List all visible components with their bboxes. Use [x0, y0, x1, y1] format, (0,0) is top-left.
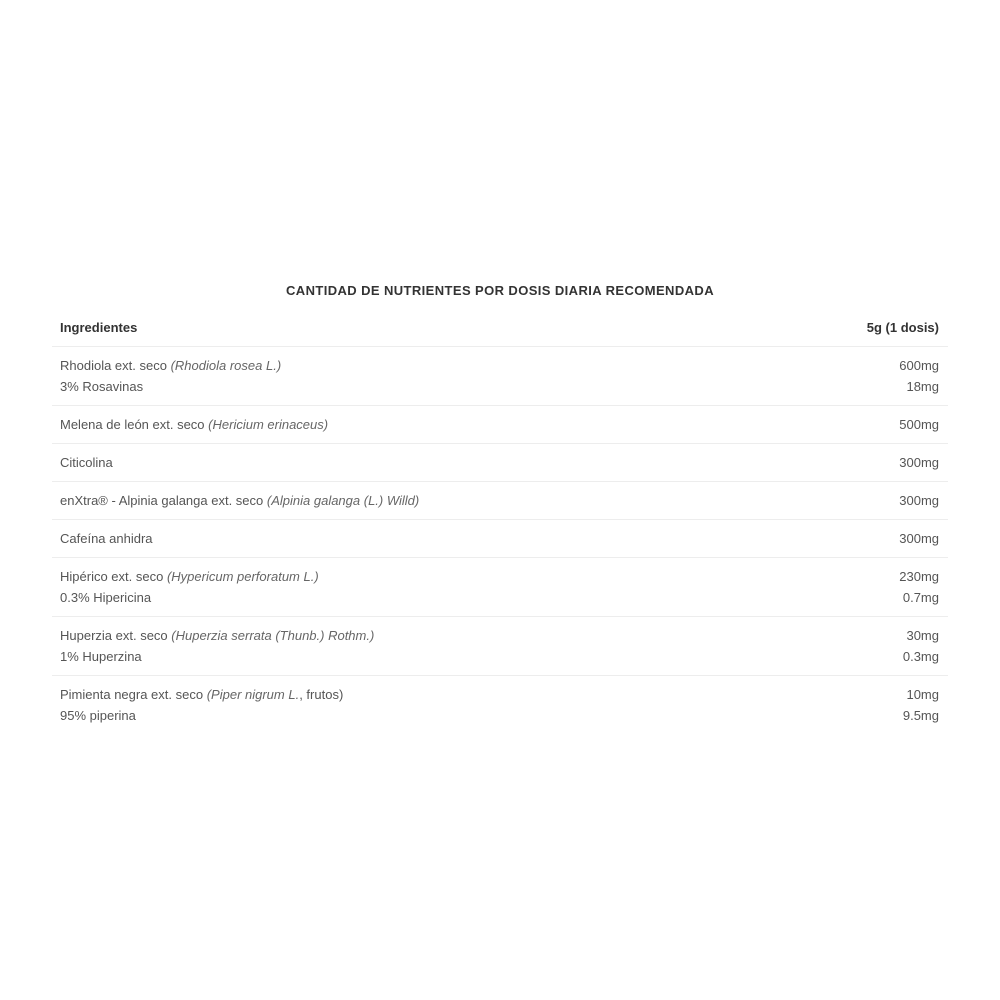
botanical-name-text: Huperzia serrata (Thunb.) Rothm. — [175, 628, 370, 643]
ingredient-name: Pimienta negra ext. seco — [60, 687, 207, 702]
table-row — [52, 520, 948, 558]
botanical-name: (Huperzia serrata (Thunb.) Rothm.) — [171, 628, 375, 643]
amount-value: 300mg — [899, 493, 939, 508]
table-row — [52, 444, 948, 482]
ingredient-cell — [60, 414, 328, 435]
botanical-name-text: Rhodiola rosea L. — [174, 358, 277, 373]
amount-value: 230mg — [899, 569, 939, 584]
ingredient-line — [60, 414, 328, 435]
botanical-name-text: Hypericum perforatum L. — [171, 569, 315, 584]
ingredient-cell — [60, 625, 374, 667]
botanical-name-text: Hericium erinaceus — [212, 417, 324, 432]
table-row — [52, 558, 948, 617]
table-header-row — [52, 318, 948, 347]
table-row — [52, 347, 948, 406]
botanical-name: (Alpinia galanga (L.) Willd) — [266, 493, 420, 508]
table-row — [52, 406, 948, 444]
ingredient-suffix: , frutos — [299, 687, 339, 702]
ingredient-line: Pimienta negra ext. seco (Piper nigrum L., frutos) — [60, 687, 344, 702]
amount-value: 30mg — [906, 628, 939, 643]
amount-cell — [899, 490, 939, 511]
amount-value: 300mg — [899, 455, 939, 470]
ingredient-name: 3% Rosavinas — [60, 379, 144, 394]
ingredient-line — [60, 490, 419, 511]
ingredient-name: 95% piperina — [60, 708, 136, 723]
ingredient-cell — [60, 490, 419, 511]
amount-value: 9.5mg — [902, 708, 939, 723]
table-row — [52, 482, 948, 520]
ingredient-line — [60, 625, 374, 646]
ingredient-cell — [60, 452, 113, 473]
table-row — [52, 617, 948, 676]
amount-cell — [899, 414, 939, 435]
ingredient-name: enXtra® - Alpinia galanga ext. seco — [60, 493, 267, 508]
header-ingredients: Ingredientes — [60, 320, 138, 335]
botanical-name-text: Alpinia galanga (L.) Willd — [271, 493, 415, 508]
amount-value: 300mg — [899, 531, 939, 546]
botanical-name: (Hypericum perforatum L.) — [166, 569, 319, 584]
ingredient-cell — [60, 684, 343, 726]
ingredient-name: Hipérico ext. seco — [60, 569, 167, 584]
table-body — [52, 347, 948, 734]
ingredient-line — [60, 376, 281, 397]
ingredient-line — [60, 355, 281, 376]
ingredient-name: 1% Huperzina — [60, 649, 142, 664]
table-title: CANTIDAD DE NUTRIENTES POR DOSIS DIARIA RECOMENDADA — [286, 283, 714, 298]
amount-cell — [899, 528, 939, 549]
nutrition-table — [52, 281, 948, 734]
ingredient-name: 0.3% Hipericina — [60, 590, 152, 605]
amount-value: 18mg — [906, 379, 939, 394]
ingredient-name: Huperzia ext. seco — [60, 628, 172, 643]
botanical-name: (Hericium erinaceus) — [208, 417, 329, 432]
amount-value: 500mg — [899, 417, 939, 432]
ingredient-cell — [60, 528, 153, 549]
amount-value: 0.7mg — [902, 590, 939, 605]
ingredient-line — [60, 452, 113, 473]
amount-cell — [899, 566, 939, 608]
ingredient-cell — [60, 566, 319, 608]
table-row — [52, 676, 948, 734]
ingredient-line — [60, 646, 374, 667]
amount-cell — [899, 355, 939, 397]
ingredient-line — [60, 587, 319, 608]
amount-cell — [899, 452, 939, 473]
amount-value: 10mg — [906, 687, 939, 702]
ingredient-line — [60, 528, 153, 549]
header-dose: 5g (1 dosis) — [866, 320, 939, 335]
amount-value: 0.3mg — [902, 649, 939, 664]
ingredient-line — [60, 705, 343, 726]
amount-cell — [903, 684, 939, 726]
ingredient-cell — [60, 355, 281, 397]
ingredient-name: Rhodiola ext. seco — [60, 358, 171, 373]
botanical-name: (Rhodiola rosea L.) — [170, 358, 282, 373]
botanical-name: (Piper nigrum L. — [206, 687, 300, 702]
amount-value: 600mg — [899, 358, 939, 373]
ingredient-name: Citicolina — [60, 455, 113, 470]
ingredient-line — [60, 566, 319, 587]
ingredient-name: Cafeína anhidra — [60, 531, 153, 546]
ingredient-name: Melena de león ext. seco — [60, 417, 209, 432]
botanical-name-text: Piper nigrum L. — [211, 687, 300, 702]
amount-cell — [903, 625, 939, 667]
